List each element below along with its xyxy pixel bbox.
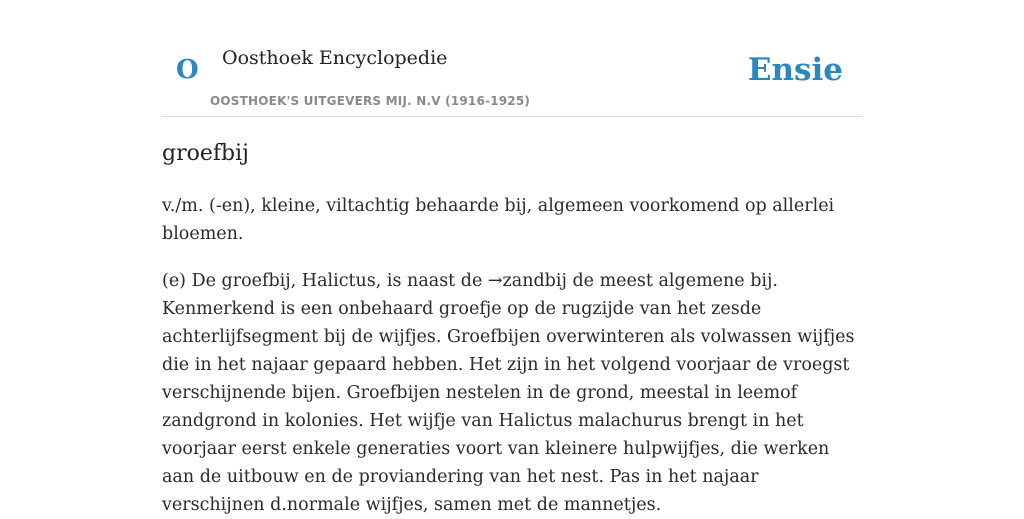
entry-body-start: (e) De groefbij, Halictus, is naast de	[162, 271, 488, 291]
cross-reference-link[interactable]: →zandbij	[487, 271, 567, 291]
source-header	[162, 0, 862, 117]
entry-body	[162, 267, 862, 519]
entry-title: groefbij	[162, 141, 249, 166]
entry-definition: v./m. (-en), kleine, viltachtig behaarde bij, algemeen voorkomend op allerlei bloemen.	[162, 196, 835, 244]
entry-body-rest: de meest algemene bij. Kenmerkend is een onbehaard groefje op de rugzijde van het zesde achterlijfsegment bij de wijfjes. Groefbijen overwinteren als volwassen wijfjes die in het najaar gepaard hebben. Het zijn in het volgend voorjaar de vroegst verschijnende bijen. Groefbijen nestelen in de grond, meestal in leemof zandgrond in kolonies. Het wijfje van Halictus malachurus brengt in het voorjaar eerst enkele generaties voort van kleinere hulpwijfjes, die werken aan de uitbouw en de proviandering van het nest. Pas in het najaar verschijnen d.normale wijfjes, samen met de mannetjes.	[162, 271, 855, 515]
page	[162, 0, 862, 515]
publication-subtitle: OOSTHOEK'S UITGEVERS MIJ. N.V (1916-1925)	[210, 94, 531, 108]
publication-title[interactable]: Oosthoek Encyclopedie	[222, 47, 448, 69]
ensie-logo[interactable]: Ensie	[747, 52, 843, 88]
publication-logo[interactable]: O	[176, 55, 199, 85]
